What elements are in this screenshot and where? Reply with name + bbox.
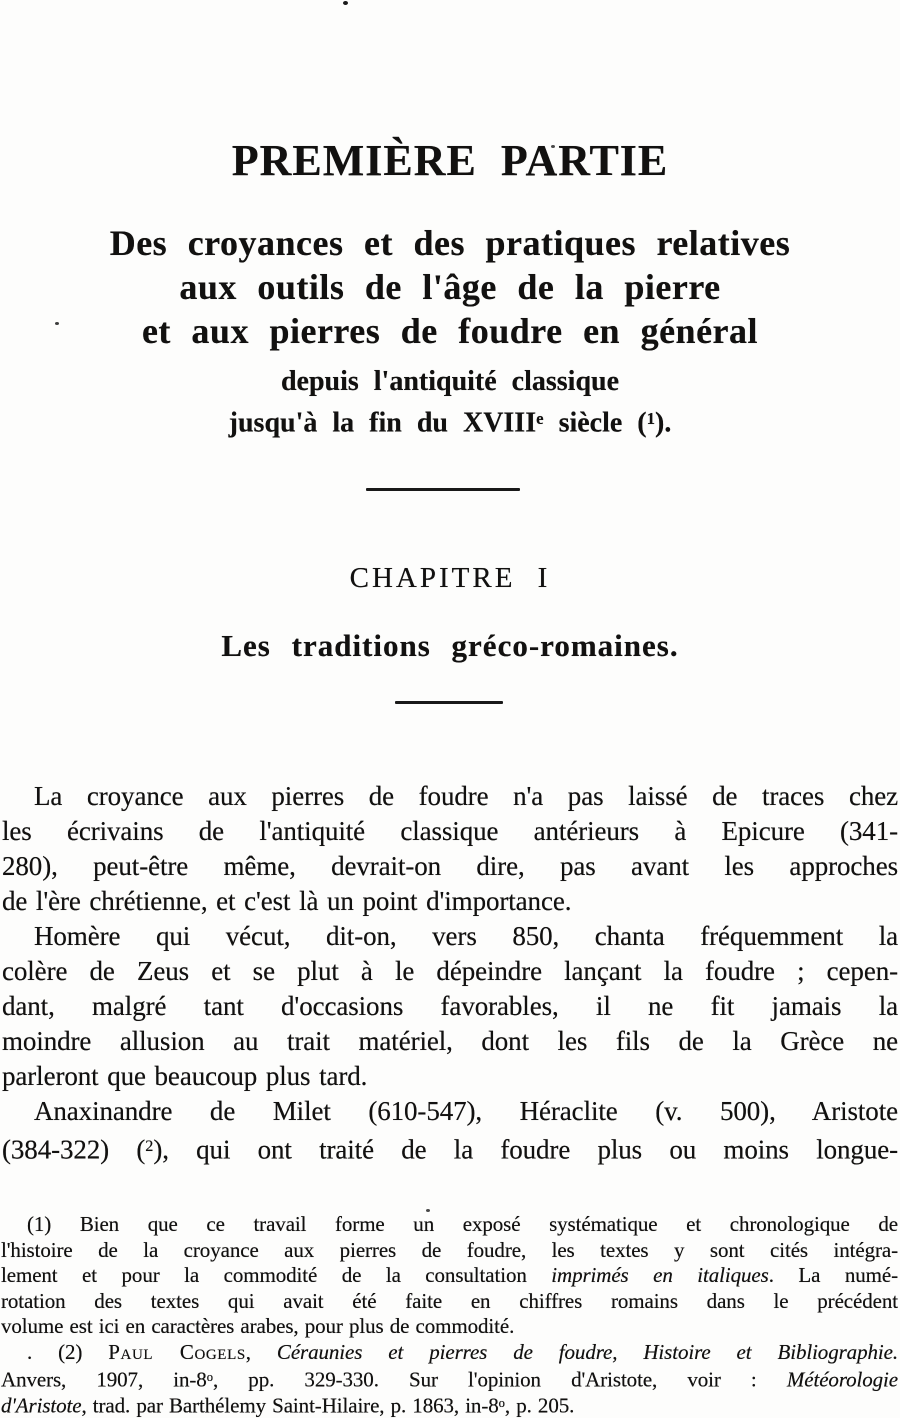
text-segment: colère de Zeus et se plut à le dépeindre lançant la foudre ; cepen- — [2, 956, 898, 986]
text-segment: , trad. par Barthélemy Saint-Hilaire, p. 1863, in-8 — [81, 1393, 499, 1418]
text-segment: , p. 205. — [504, 1393, 575, 1418]
footnotes — [1, 1212, 898, 1416]
subtitle-line: Des croyances et des pratiques relatives — [109, 223, 791, 263]
text-segment: jusqu'à la fin du XVIII — [228, 407, 537, 439]
superscript-marker: 2 — [145, 1137, 154, 1155]
superscript-marker: o — [206, 1370, 213, 1384]
text-segment: depuis l'antiquité classique — [280, 366, 620, 397]
subtitle-line: et aux pierres de foudre en général — [141, 311, 759, 351]
text-line — [1, 1289, 898, 1315]
text-line — [1, 1212, 898, 1238]
paragraph — [2, 1094, 898, 1164]
scan-speck — [343, 1, 348, 5]
text-segment: . (2) — [27, 1339, 109, 1364]
text-line — [1, 1238, 898, 1264]
text-line — [2, 814, 898, 849]
text-segment: (384-322) ( — [2, 1134, 146, 1165]
text-segment: siècle ( — [543, 407, 647, 439]
text-segment: de l'ère chrétienne, et c'est là un point d'importance. — [2, 886, 572, 916]
text-segment: Anvers, 1907, in-8 — [1, 1367, 207, 1392]
part-title: PREMIÈRE PARTIE — [231, 136, 669, 185]
text-line — [2, 919, 898, 954]
text-segment: , — [245, 1339, 277, 1364]
footnote — [1, 1340, 898, 1417]
superscript-marker: o — [498, 1395, 505, 1410]
text-segment: , pp. 329-330. Sur l'opinion d'Aristote, voir : — [213, 1367, 787, 1392]
text-segment: (1) Bien que ce travail forme un exposé systématique et chronologique de — [27, 1212, 898, 1236]
paragraph — [2, 919, 898, 1094]
text-segment: Anaxinandre de Milet (610-547), Héraclite (v. 500), Aristote — [34, 1096, 898, 1126]
text-line — [2, 779, 898, 814]
text-segment: parleront que beaucoup plus tard. — [2, 1061, 368, 1091]
part-subtitle — [0, 221, 900, 353]
part-period-subtitle — [0, 363, 900, 442]
body-text — [2, 779, 898, 1164]
text-line — [1, 1365, 898, 1391]
text-line — [2, 1129, 898, 1164]
text-line — [2, 849, 898, 884]
text-segment: d'Aristote — [1, 1393, 82, 1418]
text-segment: 280), peut-être même, devrait-on dire, pas avant les approches — [2, 851, 898, 881]
divider-rule-top — [366, 488, 520, 491]
superscript-marker: 1 — [646, 409, 656, 428]
text-line — [1, 1314, 898, 1340]
text-line — [2, 1094, 898, 1129]
text-segment: La croyance aux pierres de foudre n'a pas laissé de traces chez — [34, 781, 898, 811]
text-segment: l'histoire de la croyance aux pierres de foudre, les textes y sont cités intégra- — [1, 1237, 898, 1262]
text-line — [2, 1024, 898, 1059]
text-segment: moindre allusion au trait matériel, dont les fils de la Grèce ne — [2, 1026, 898, 1056]
text-segment: Paul Cogels — [108, 1339, 246, 1364]
text-segment: lement et pour la commodité de la consultation — [1, 1263, 552, 1287]
text-segment: rotation des textes qui avait été faite en chiffres romains dans le précédent — [1, 1288, 898, 1313]
chapter-title: Les traditions gréco-romaines. — [221, 628, 679, 663]
text-line — [1, 1263, 898, 1289]
subtitle-line: aux outils de l'âge de la pierre — [179, 267, 721, 307]
text-segment: ). — [655, 407, 672, 439]
divider-rule-bottom — [395, 701, 503, 704]
superscript-marker: e — [536, 409, 544, 428]
text-segment: . La numé- — [768, 1263, 898, 1287]
paragraph — [2, 779, 898, 919]
text-line — [1, 1391, 898, 1417]
text-segment: volume est ici en caractères arabes, pour plus de commodité. — [1, 1314, 515, 1338]
text-segment: ), qui ont traité de la foudre plus ou moins longue- — [153, 1134, 898, 1165]
text-segment: dant, malgré tant d'occasions favorables, il ne fit jamais la — [2, 991, 898, 1021]
text-segment: Homère qui vécut, dit-on, vers 850, chanta fréquemment la — [34, 921, 898, 951]
text-line — [2, 989, 898, 1024]
text-segment: Céraunies et pierres de foudre, Histoire et Bibliographie. — [276, 1339, 898, 1364]
footnote — [1, 1212, 898, 1340]
text-segment: Météorologie — [786, 1367, 898, 1392]
text-segment: les écrivains de l'antiquité classique antérieurs à Epicure (341- — [2, 816, 898, 846]
text-line — [1, 1340, 898, 1366]
text-line — [2, 884, 898, 919]
text-segment: imprimés en italiques — [551, 1263, 769, 1287]
chapter-heading: CHAPITRE I — [349, 562, 551, 594]
text-line — [2, 1059, 898, 1094]
text-line — [2, 954, 898, 989]
text-line — [0, 400, 900, 442]
text-line — [0, 363, 900, 400]
